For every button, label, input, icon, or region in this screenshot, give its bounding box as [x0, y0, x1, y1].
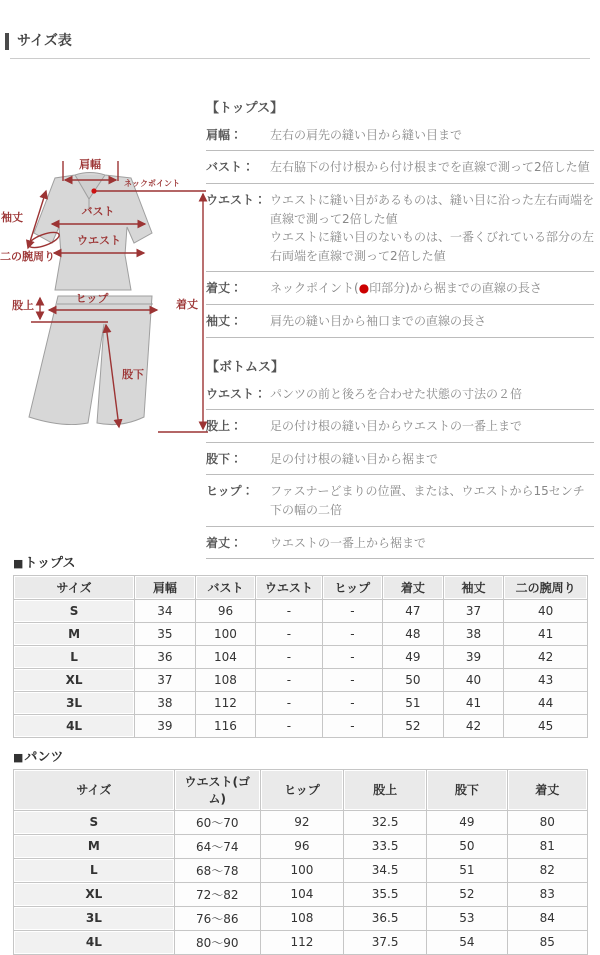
value-cell: 53	[427, 906, 507, 930]
value-cell: 104	[195, 645, 256, 668]
square-bullet-icon: ■	[13, 556, 24, 570]
column-header: 股下	[427, 769, 507, 810]
definition-desc: ウエストの一番上から裾まで	[270, 535, 427, 550]
value-cell: 112	[260, 930, 343, 954]
value-cell: 83	[507, 882, 587, 906]
value-cell: 41	[504, 622, 588, 645]
value-cell: 108	[260, 906, 343, 930]
value-cell: 50	[383, 668, 444, 691]
value-cell: -	[256, 599, 322, 622]
value-cell: 104	[260, 882, 343, 906]
value-cell: 80	[507, 810, 587, 834]
square-bullet-icon: ■	[13, 750, 24, 764]
value-cell: 41	[443, 691, 504, 714]
diagram-label-shoulder-width: 肩幅	[79, 157, 101, 171]
value-cell: 44	[504, 691, 588, 714]
definition-row	[206, 475, 594, 526]
size-cell: M	[14, 834, 175, 858]
value-cell: -	[322, 714, 383, 737]
value-cell: 76～86	[174, 906, 260, 930]
definition-row	[206, 184, 594, 272]
value-cell: 38	[443, 622, 504, 645]
diagram-label-sleeve-length: 袖丈	[1, 210, 23, 224]
value-cell: 37.5	[344, 930, 427, 954]
size-cell: S	[14, 599, 135, 622]
value-cell: 36	[135, 645, 196, 668]
value-cell: 85	[507, 930, 587, 954]
definition-desc: ファスナーどまりの位置、または、ウエストから15センチ下の幅の二倍	[270, 484, 585, 517]
value-cell: 32.5	[344, 810, 427, 834]
value-cell: 40	[504, 599, 588, 622]
table-row	[14, 834, 588, 858]
definition-term: バスト：	[206, 160, 255, 175]
figure-area	[0, 59, 600, 550]
tops-table-header-row	[14, 575, 588, 599]
definition-row	[206, 151, 594, 184]
definition-desc: 足の付け根の縫い目から裾まで	[270, 451, 439, 466]
value-cell: 68～78	[174, 858, 260, 882]
pants-table-body	[14, 810, 588, 954]
value-cell: 92	[260, 810, 343, 834]
column-header: ウエスト	[256, 575, 322, 599]
value-cell: 43	[504, 668, 588, 691]
value-cell: 34	[135, 599, 196, 622]
value-cell: 39	[135, 714, 196, 737]
tops-table-title: トップス	[24, 555, 76, 571]
value-cell: 54	[427, 930, 507, 954]
value-cell: 39	[443, 645, 504, 668]
value-cell: 50	[427, 834, 507, 858]
value-cell: 72～82	[174, 882, 260, 906]
definition-term: ウエスト：	[206, 192, 267, 207]
size-cell: 3L	[14, 691, 135, 714]
pants-table-title: パンツ	[24, 749, 64, 765]
value-cell: 35.5	[344, 882, 427, 906]
value-cell: 33.5	[344, 834, 427, 858]
diagram-label-inseam: 股下	[122, 367, 144, 381]
diagram-label-bust: バスト	[81, 204, 115, 218]
size-cell: 3L	[14, 906, 175, 930]
neck-point-dot	[91, 188, 96, 193]
column-header: 二の腕周り	[504, 575, 588, 599]
column-header: ヒップ	[322, 575, 383, 599]
size-cell: L	[14, 858, 175, 882]
garment-measurement-diagram	[0, 151, 210, 446]
value-cell: 35	[135, 622, 196, 645]
value-cell: 40	[443, 668, 504, 691]
definition-term: 肩幅：	[206, 127, 243, 142]
pants-table-header-row	[14, 769, 588, 810]
pants-illustration	[29, 296, 153, 425]
value-cell: 47	[383, 599, 444, 622]
size-cell: XL	[14, 882, 175, 906]
value-cell: -	[322, 668, 383, 691]
definition-desc	[270, 279, 594, 298]
value-cell: -	[256, 668, 322, 691]
column-header: 股上	[344, 769, 427, 810]
measurement-definitions	[206, 97, 594, 559]
definition-desc: パンツの前と後ろを合わせた状態の寸法の２倍	[270, 386, 523, 401]
column-header: サイズ	[14, 575, 135, 599]
value-cell: 64～74	[174, 834, 260, 858]
value-cell: 81	[507, 834, 587, 858]
definition-row	[206, 272, 594, 305]
value-cell: -	[256, 645, 322, 668]
table-row	[14, 622, 588, 645]
size-cell: S	[14, 810, 175, 834]
column-header: サイズ	[14, 769, 175, 810]
desc-text: ネックポイント(	[270, 281, 359, 296]
value-cell: 36.5	[344, 906, 427, 930]
value-cell: 82	[507, 858, 587, 882]
column-header: 着丈	[383, 575, 444, 599]
definition-term: 股上：	[206, 419, 243, 434]
value-cell: 96	[260, 834, 343, 858]
definition-row	[206, 119, 594, 152]
definition-row	[206, 527, 594, 560]
value-cell: 108	[195, 668, 256, 691]
pants-table-label	[13, 746, 588, 765]
column-header: 肩幅	[135, 575, 196, 599]
table-row	[14, 645, 588, 668]
value-cell: -	[322, 645, 383, 668]
column-header: ウエスト(ゴム)	[174, 769, 260, 810]
size-cell: XL	[14, 668, 135, 691]
definition-row	[206, 410, 594, 443]
value-cell: 96	[195, 599, 256, 622]
definition-term: 袖丈：	[206, 313, 243, 328]
size-cell: M	[14, 622, 135, 645]
definition-term: ウエスト：	[206, 386, 267, 401]
value-cell: 37	[443, 599, 504, 622]
value-cell: 34.5	[344, 858, 427, 882]
table-row	[14, 810, 588, 834]
value-cell: 45	[504, 714, 588, 737]
table-row	[14, 906, 588, 930]
value-cell: 49	[383, 645, 444, 668]
value-cell: 51	[427, 858, 507, 882]
diagram-label-rise: 股上	[12, 298, 34, 312]
value-cell: -	[322, 599, 383, 622]
diagram-label-waist: ウエスト	[77, 233, 121, 247]
value-cell: 100	[195, 622, 256, 645]
value-cell: 112	[195, 691, 256, 714]
definition-desc: 肩先の縫い目から袖口までの直線の長さ	[270, 313, 487, 328]
value-cell: 38	[135, 691, 196, 714]
diagram-label-hip: ヒップ	[75, 291, 109, 305]
definition-row	[206, 378, 594, 411]
table-row	[14, 858, 588, 882]
value-cell: 42	[443, 714, 504, 737]
definition-term: 股下：	[206, 451, 243, 466]
column-header: ヒップ	[260, 769, 343, 810]
table-row	[14, 714, 588, 737]
neck-point-mark-icon: ●	[358, 281, 370, 296]
value-cell: 116	[195, 714, 256, 737]
size-cell: L	[14, 645, 135, 668]
value-cell: 84	[507, 906, 587, 930]
tops-definitions-heading: 【トップス】	[206, 100, 284, 116]
page-header	[0, 0, 600, 59]
value-cell: 80～90	[174, 930, 260, 954]
value-cell: 48	[383, 622, 444, 645]
column-header: 着丈	[507, 769, 587, 810]
value-cell: -	[322, 622, 383, 645]
value-cell: 52	[427, 882, 507, 906]
bottoms-definitions-heading: 【ボトムス】	[206, 359, 285, 375]
table-row	[14, 599, 588, 622]
definition-row	[206, 443, 594, 476]
definition-desc-line: ウエストに縫い目のないものは、一番くびれている部分の左右両端を直線で測って2倍した値	[270, 230, 595, 263]
definition-row	[206, 305, 594, 338]
size-cell: 4L	[14, 714, 135, 737]
value-cell: -	[256, 691, 322, 714]
desc-text: 印部分)から裾までの直線の長さ	[369, 281, 542, 296]
diagram-label-length: 着丈	[176, 297, 198, 311]
value-cell: 52	[383, 714, 444, 737]
page-title: サイズ表	[5, 33, 72, 50]
diagram-label-upper-arm: 二の腕周り	[0, 249, 55, 263]
value-cell: 37	[135, 668, 196, 691]
size-cell: 4L	[14, 930, 175, 954]
diagram-label-neck-point: ネックポイント	[124, 178, 180, 188]
definition-term: 着丈：	[206, 281, 243, 296]
table-row	[14, 691, 588, 714]
column-header: バスト	[195, 575, 256, 599]
definition-desc: 左右脇下の付け根から付け根までを直線で測って2倍した値	[270, 160, 590, 175]
table-row	[14, 882, 588, 906]
value-cell: 51	[383, 691, 444, 714]
value-cell: 100	[260, 858, 343, 882]
pants-size-table	[13, 769, 588, 955]
definition-desc: 左右の肩先の縫い目から縫い目まで	[270, 127, 463, 142]
table-row	[14, 668, 588, 691]
definition-desc-line: ウエストに縫い目があるものは、縫い目に沿った左右両端を直線で測って2倍した値	[270, 192, 595, 226]
value-cell: 60～70	[174, 810, 260, 834]
value-cell: -	[256, 622, 322, 645]
definition-desc: 足の付け根の縫い目からウエストの一番上まで	[270, 419, 523, 434]
column-header: 袖丈	[443, 575, 504, 599]
value-cell: -	[322, 691, 383, 714]
value-cell: 49	[427, 810, 507, 834]
definition-term: 着丈：	[206, 535, 243, 550]
size-tables	[0, 552, 600, 955]
tops-table-body	[14, 599, 588, 737]
definition-desc	[270, 191, 594, 265]
table-row	[14, 930, 588, 954]
tops-size-table	[13, 575, 588, 738]
definition-term: ヒップ：	[206, 484, 254, 499]
value-cell: -	[256, 714, 322, 737]
value-cell: 42	[504, 645, 588, 668]
